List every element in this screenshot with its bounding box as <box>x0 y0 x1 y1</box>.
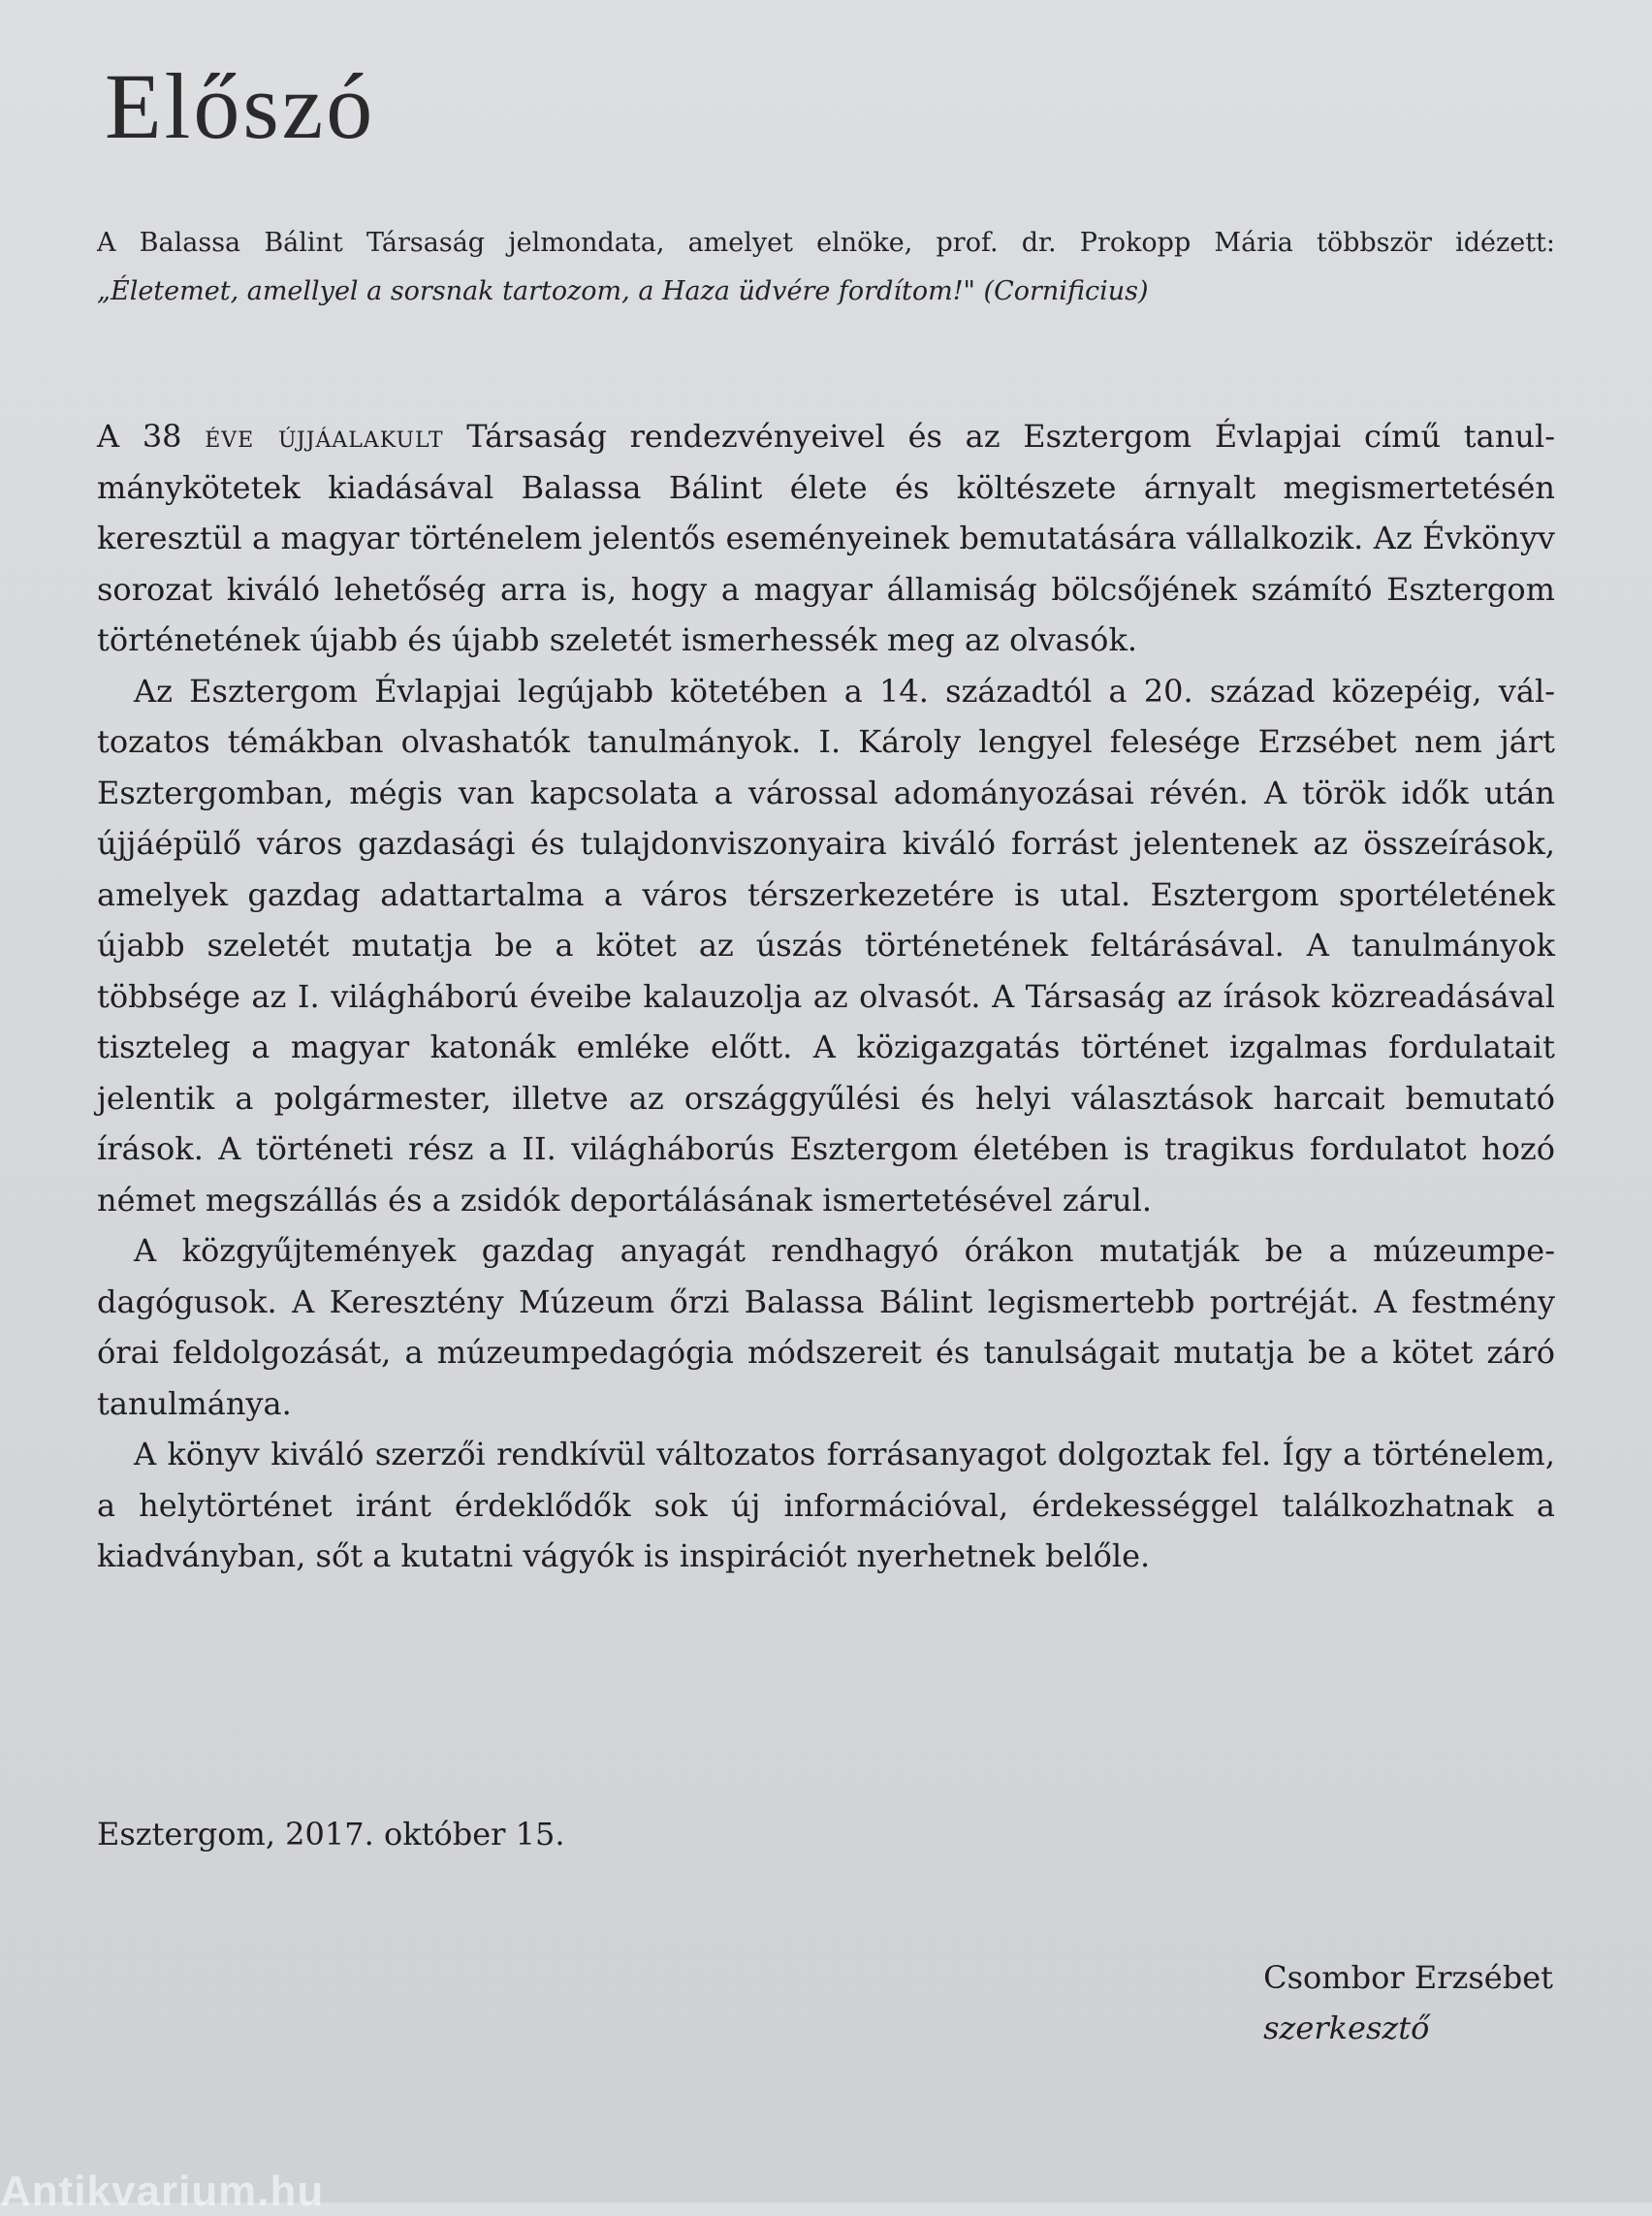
place-and-date: Esztergom, 2017. október 15. <box>97 1816 565 1852</box>
paragraph-4: A könyv kiváló szerzői rendkívül változatos forrásanyagot dolgoztak fel. Így a történelem, a helytörténet iránt érdeklődők sok új információval, érdekességgel találkozhatnak a kiadványban, sőt a kutatni vágyók is inspirációt nyerhetnek belőle. <box>97 1436 1555 1574</box>
signature-block <box>1263 1952 1553 2053</box>
paragraph-1-text: Társaság rendezvényeivel és az Esztergom Évlapjai című tanulmánykötetek kiadásával Balassa Bálint élete és költészete árnyalt megismertetésén keresztül a magyar történelem jelentős eseményeinek bemutatására vállalkozik. Az Évkönyv sorozat kiváló lehetőség arra is, hogy a magyar államiság bölcsőjének számító Esztergom történetének újabb és újabb szeletét ismerhessék meg az olvasók. <box>97 418 1555 658</box>
motto-quote: „Életemet, amellyel a sorsnak tartozom, a Haza üdvére fordítom!" (Cornificius) <box>97 276 1149 306</box>
paragraph-3: A közgyűjtemények gazdag anyagát rendhagyó órákon mutatják be a múzeumpedagógusok. A Keresztény Múzeum őrzi Balassa Bálint legismertebb portréját. A festmény órai feldolgozását, a múzeumpedagógia módszereit és tanulságait mutatja be a kötet záró tanulmánya. <box>97 1232 1555 1422</box>
motto-intro: A Balassa Bálint Társaság jelmondata, amelyet elnöke, prof. dr. Prokopp Mária többször idézett: <box>97 228 1555 258</box>
signature-role: szerkesztő <box>1263 2010 1430 2046</box>
society-motto <box>97 219 1555 316</box>
signature-name: Csombor Erzsébet <box>1263 1959 1553 1996</box>
paragraph-1-smallcaps: éve újjáalakult <box>205 418 444 455</box>
paragraph-1-lead: A 38 <box>97 418 206 455</box>
paragraph-1 <box>97 411 1555 666</box>
watermark: Antikvarium.hu <box>0 2168 325 2215</box>
foreword-body <box>97 411 1555 1582</box>
page-title: Előszó <box>105 54 376 158</box>
paragraph-2: Az Esztergom Évlapjai legújabb kötetében a 14. századtól a 20. század közepéig, változatos témákban olvashatók tanulmányok. I. Károly lengyel felesége Erzsébet nem járt Esztergomban, mégis van kapcsolata a várossal adományozásai révén. A török idők után újjáépülő város gazdasági és tulajdonviszonyaira kiváló forrást jelentenek az összeírások, amelyek gazdag adattartalma a város térszerkezetére is utal. Esztergom sportéletének újabb szeletét mutatja be a kötet az úszás történetének feltárásával. A tanulmányok többsége az I. világháború éveibe kalauzolja az olvasót. A Társaság az írások közreadásával tiszteleg a magyar katonák emléke előtt. A közigazgatás történet izgalmas fordulatait jelentik a polgármester, illetve az országgyűlési és helyi választások harcait bemutató írások. A történeti rész a II. világháborús Esztergom életében is tragikus fordulatot hozó német megszállás és a zsidók deportálásának ismertetésével zárul. <box>97 672 1555 1219</box>
